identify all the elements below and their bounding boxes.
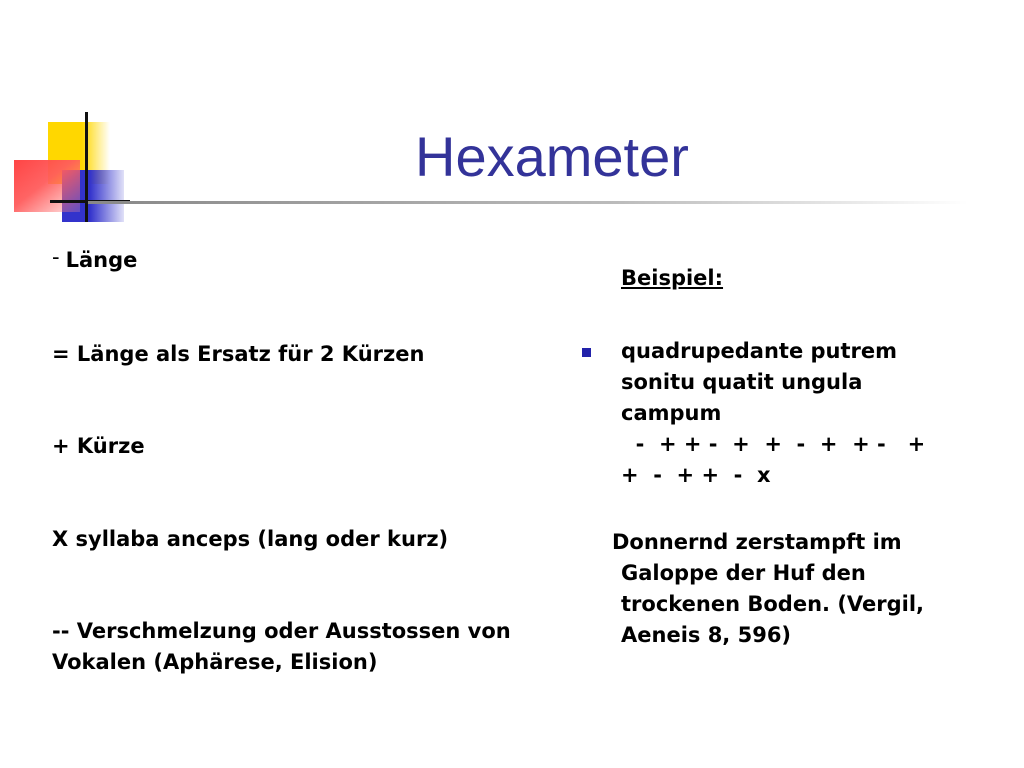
legend-elision-line-1: -- Verschmelzung oder Ausstossen von xyxy=(52,619,511,643)
translation-first-line: Donnernd zerstampft im xyxy=(612,530,902,554)
translation-line-3: trockenen Boden. (Vergil, xyxy=(621,592,925,616)
scansion-line-2: + - + + - x xyxy=(621,463,771,487)
logo-red-square xyxy=(14,160,80,212)
legend-item-short: + Kürze xyxy=(52,434,145,458)
translation-rest xyxy=(621,558,971,651)
title-underline-rule xyxy=(88,201,968,204)
legend-item-long xyxy=(52,245,572,276)
translation-line-2: Galoppe der Huf den xyxy=(621,561,866,585)
slide-title: Hexameter xyxy=(415,125,689,188)
example-verse xyxy=(621,336,971,491)
verse-line-1: quadrupedante putrem xyxy=(621,339,898,363)
example-heading xyxy=(621,263,971,294)
legend-symbol-long: - xyxy=(52,245,60,269)
translation-line-4: Aeneis 8, 596) xyxy=(621,623,792,647)
legend-elision-line-2: Vokalen (Aphärese, Elision) xyxy=(52,650,378,674)
legend-item-equal: = Länge als Ersatz für 2 Kürzen xyxy=(52,342,425,366)
legend-text-long: Länge xyxy=(65,248,138,272)
example-heading-text: Beispiel: xyxy=(621,266,724,290)
legend-item-elision xyxy=(52,616,572,678)
scansion-line-1: - + + - + + - + + - + xyxy=(621,432,926,456)
verse-line-3: campum xyxy=(621,401,722,425)
legend-item-anceps: X syllaba anceps (lang oder kurz) xyxy=(52,527,449,551)
verse-line-2: sonitu quatit ungula xyxy=(621,370,863,394)
bullet-square-icon xyxy=(582,348,591,357)
logo-vertical-line xyxy=(85,112,88,222)
